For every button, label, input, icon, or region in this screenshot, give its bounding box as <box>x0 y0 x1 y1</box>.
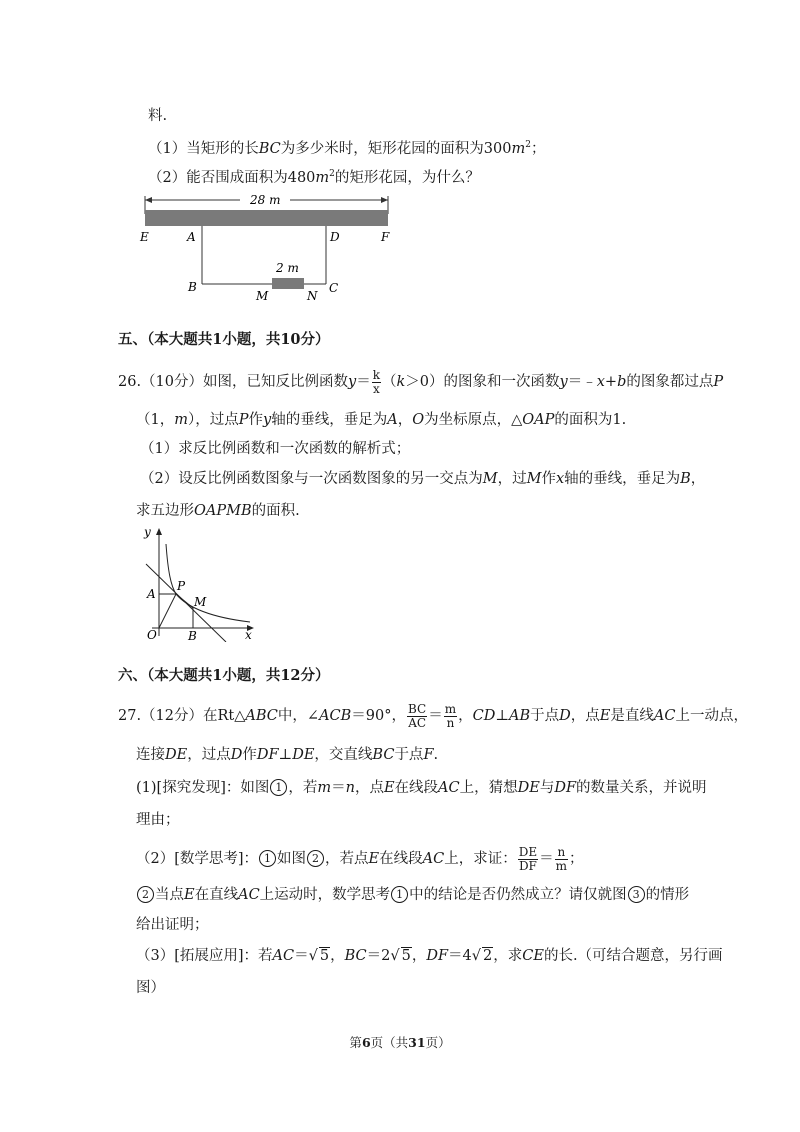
gate-bar <box>272 278 304 289</box>
section-5-heading: 五、（本大题共1小题，共10分） <box>118 331 330 348</box>
q25-part1: （1）当矩形的长BC为多少米时，矩形花园的面积为$300m^2$； <box>148 140 546 157</box>
svg-text:D: D <box>330 230 340 244</box>
svg-text:M: M <box>256 289 269 303</box>
svg-text:C: C <box>329 281 339 295</box>
q27-line2: 连接DE，过点D作DF⊥DE，交直线BC于点F. <box>136 747 439 763</box>
q26-line2: （1，m），过点P作y轴的垂线，垂足为A，O为坐标原点，△OAP的面积为1. <box>136 412 627 428</box>
q27-line3: (1)[探究发现]：如图 1 ，若m＝n，点E在线段AC上，猜想DE与DF的数量关系，并说明 <box>136 780 707 796</box>
svg-text:M: M <box>194 595 207 609</box>
q27-line6: 2 当点E在直线AC上运动时，数学思考 1 中的结论是否仍然成立？请仅就图 3 的情形 <box>136 885 689 905</box>
q25-figure <box>130 188 410 306</box>
svg-text:N: N <box>307 289 318 303</box>
q27-line5: （2）[数学思考]： 1 如图 2 ，若点E在线段AC上，求证： $\frac{DE}{DF}$ ＝ $\frac{n}{m}$ ； <box>136 844 584 873</box>
svg-text:E: E <box>140 230 149 244</box>
fraction-m-over-n: $\frac{m}{n}$ <box>444 701 457 730</box>
q26-graph-figure <box>138 522 263 642</box>
svg-text:y: y <box>144 525 151 539</box>
page-footer: 第6页（共31页） <box>349 1035 451 1050</box>
q27-line4: 理由； <box>136 812 180 828</box>
q26-line1: 26.（10分）如图，已知反比例函数y＝ $\frac{k}{x}$ （k＞0）的图象和一次函数y＝﹣x+b的图象都过点P <box>118 367 724 396</box>
fraction-de-over-df: $\frac{DE}{DF}$ <box>518 844 538 873</box>
svg-text:P: P <box>177 579 186 593</box>
svg-text:O: O <box>147 628 157 642</box>
fraction-k-over-x: $\frac{k}{x}$ <box>372 367 380 396</box>
section-6-heading: 六、（本大题共1小题，共12分） <box>118 667 330 684</box>
wall-bar <box>145 210 388 226</box>
fraction-bc-over-ac: $\frac{BC}{AC}$ <box>408 701 427 730</box>
svg-text:F: F <box>381 230 390 244</box>
svg-text:A: A <box>147 587 156 601</box>
q27-line7: 给出证明； <box>136 917 209 933</box>
fraction-n-over-m: $\frac{n}{m}$ <box>555 844 567 873</box>
q25-part2: （2）能否围成面积为$480m^2$的矩形花园，为什么？ <box>148 169 480 186</box>
q25-tail: 料. <box>148 108 168 124</box>
q27-line8: （3）[拓展应用]：若AC＝√ 5，BC＝2√ 5，DF＝4√ 2，求CE的长.（可结合题意，另行画 <box>136 948 723 964</box>
q26-line4: （2）设反比例函数图象与一次函数图象的另一交点为M，过M作x轴的垂线，垂足为B， <box>140 471 706 487</box>
q27-line1: 27.（12分）在Rt△ABC中，∠ACB＝90°， $\frac{BC}{AC}$ ＝ $\frac{m}{n}$ ，CD⊥AB于点D，点E是直线AC上一动点， <box>118 701 748 730</box>
svg-text:x: x <box>245 628 252 642</box>
label-2m: 2 m <box>276 261 299 275</box>
q27-line9: 图） <box>136 980 165 996</box>
svg-text:B: B <box>188 280 197 294</box>
q26-line3: （1）求反比例函数和一次函数的解析式； <box>140 441 411 457</box>
label-28m: 28 m <box>250 193 281 207</box>
q26-line5: 求五边形OAPMB的面积. <box>136 503 300 519</box>
svg-text:B: B <box>188 629 197 642</box>
svg-text:A: A <box>187 230 196 244</box>
